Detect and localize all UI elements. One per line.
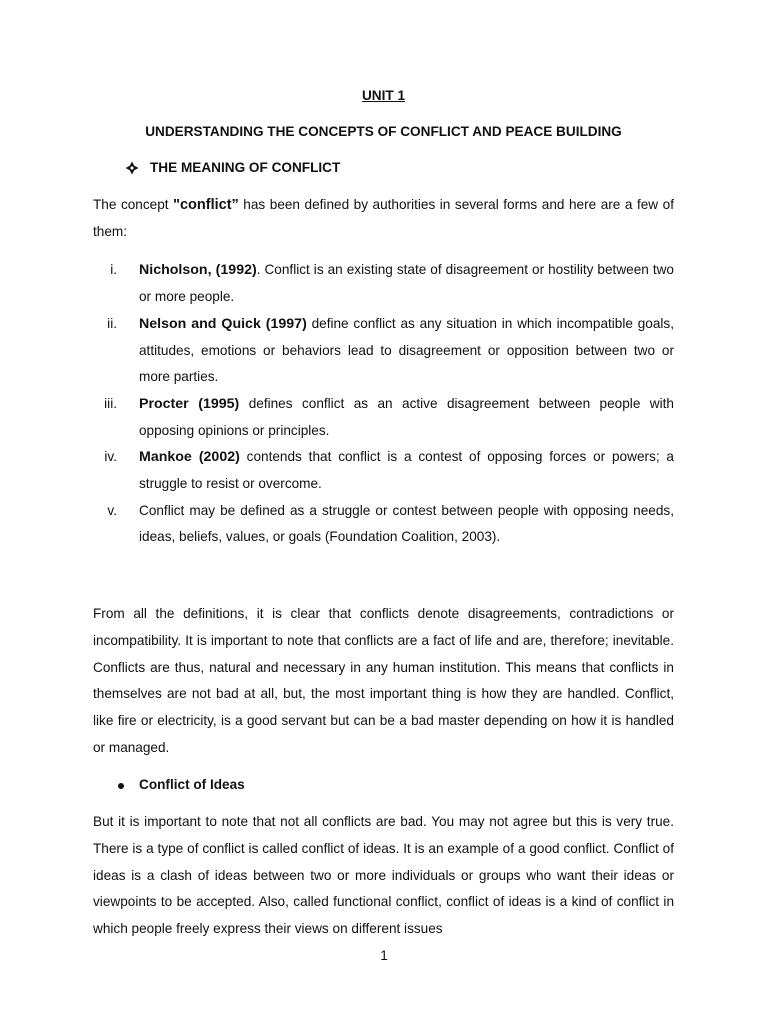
list-item [93, 444, 674, 497]
list-item [93, 257, 674, 310]
list-item [93, 498, 674, 551]
author: Procter (1995) [139, 395, 240, 412]
author: Nicholson, (1992) [139, 262, 257, 279]
intro-paragraph [93, 192, 674, 245]
list-number: v. [107, 502, 117, 518]
list-item [93, 311, 674, 391]
intro-after: has been defined by authorities in several forms and here are a few of them: [93, 197, 674, 239]
ideas-paragraph: But it is important to note that not all conflicts are bad. You may not agree but this is very true. There is a type of conflict is called conflict of ideas. It is an example of a good conflict. Conflict of ideas is a clash of ideas between two or more individuals or groups who want their ideas or viewpoints to be accepted. Also, called functional conflict, conflict of ideas is a kind of conflict in which people freely express their views on different issues [93, 814, 674, 937]
list-item [93, 391, 674, 444]
unit-label: UNIT 1 [361, 88, 406, 103]
list-text [139, 311, 674, 391]
list-text [139, 391, 674, 444]
main-title: UNDERSTANDING THE CONCEPTS OF CONFLICT AND PEACE BUILDING [145, 124, 622, 139]
definition: Conflict may be defined as a struggle or contest between people with opposing needs, ideas, beliefs, values, or goals (Foundation Coalition, 2003). [139, 502, 674, 545]
definition: defines conflict as an active disagreement between people with opposing opinions or principles. [139, 395, 674, 438]
round-bullet-icon [93, 773, 124, 797]
list-number: iii. [104, 395, 117, 411]
section-heading-text: THE MEANING OF CONFLICT [150, 160, 341, 175]
section-heading-meaning [93, 156, 674, 180]
section-heading-ideas [93, 773, 674, 797]
list-number: iv. [104, 449, 117, 465]
intro-term: "conflict” [173, 197, 239, 213]
list-number: i. [110, 262, 117, 278]
summary-paragraph: From all the definitions, it is clear that conflicts denote disagreements, contradictions or incompatibility. It is important to note that conflicts are a fact of life and are, therefore; inevitable. Conflicts are thus, natural and necessary in any human institution. This means that conflicts in themselves are not bad at all, but, the most important thing is how they are handled. Conflict, like fire or electricity, is a good servant but can be a bad master depending on how it is handled or managed. [93, 606, 674, 755]
list-number: ii. [107, 315, 117, 331]
intro-before: The concept [93, 197, 174, 212]
section-heading-text: Conflict of Ideas [139, 777, 245, 793]
list-text [139, 257, 674, 310]
diamond-bullet-icon [93, 156, 139, 180]
list-text [139, 444, 674, 497]
list-text [139, 498, 674, 551]
author: Nelson and Quick (1997) [139, 315, 307, 332]
definition: contends that conflict is a contest of opposing forces or powers; a struggle to resist or overcome. [139, 449, 674, 492]
page-content [93, 84, 674, 943]
definitions-list [93, 257, 674, 551]
page-number: 1 [380, 948, 388, 963]
author: Mankoe (2002) [139, 449, 240, 466]
definition: . Conflict is an existing state of disagreement or hostility between two or more people. [139, 262, 674, 305]
definition: define conflict as any situation in which incompatible goals, attitudes, emotions or behaviors lead to disagreement or opposition between two or more parties. [139, 315, 674, 385]
